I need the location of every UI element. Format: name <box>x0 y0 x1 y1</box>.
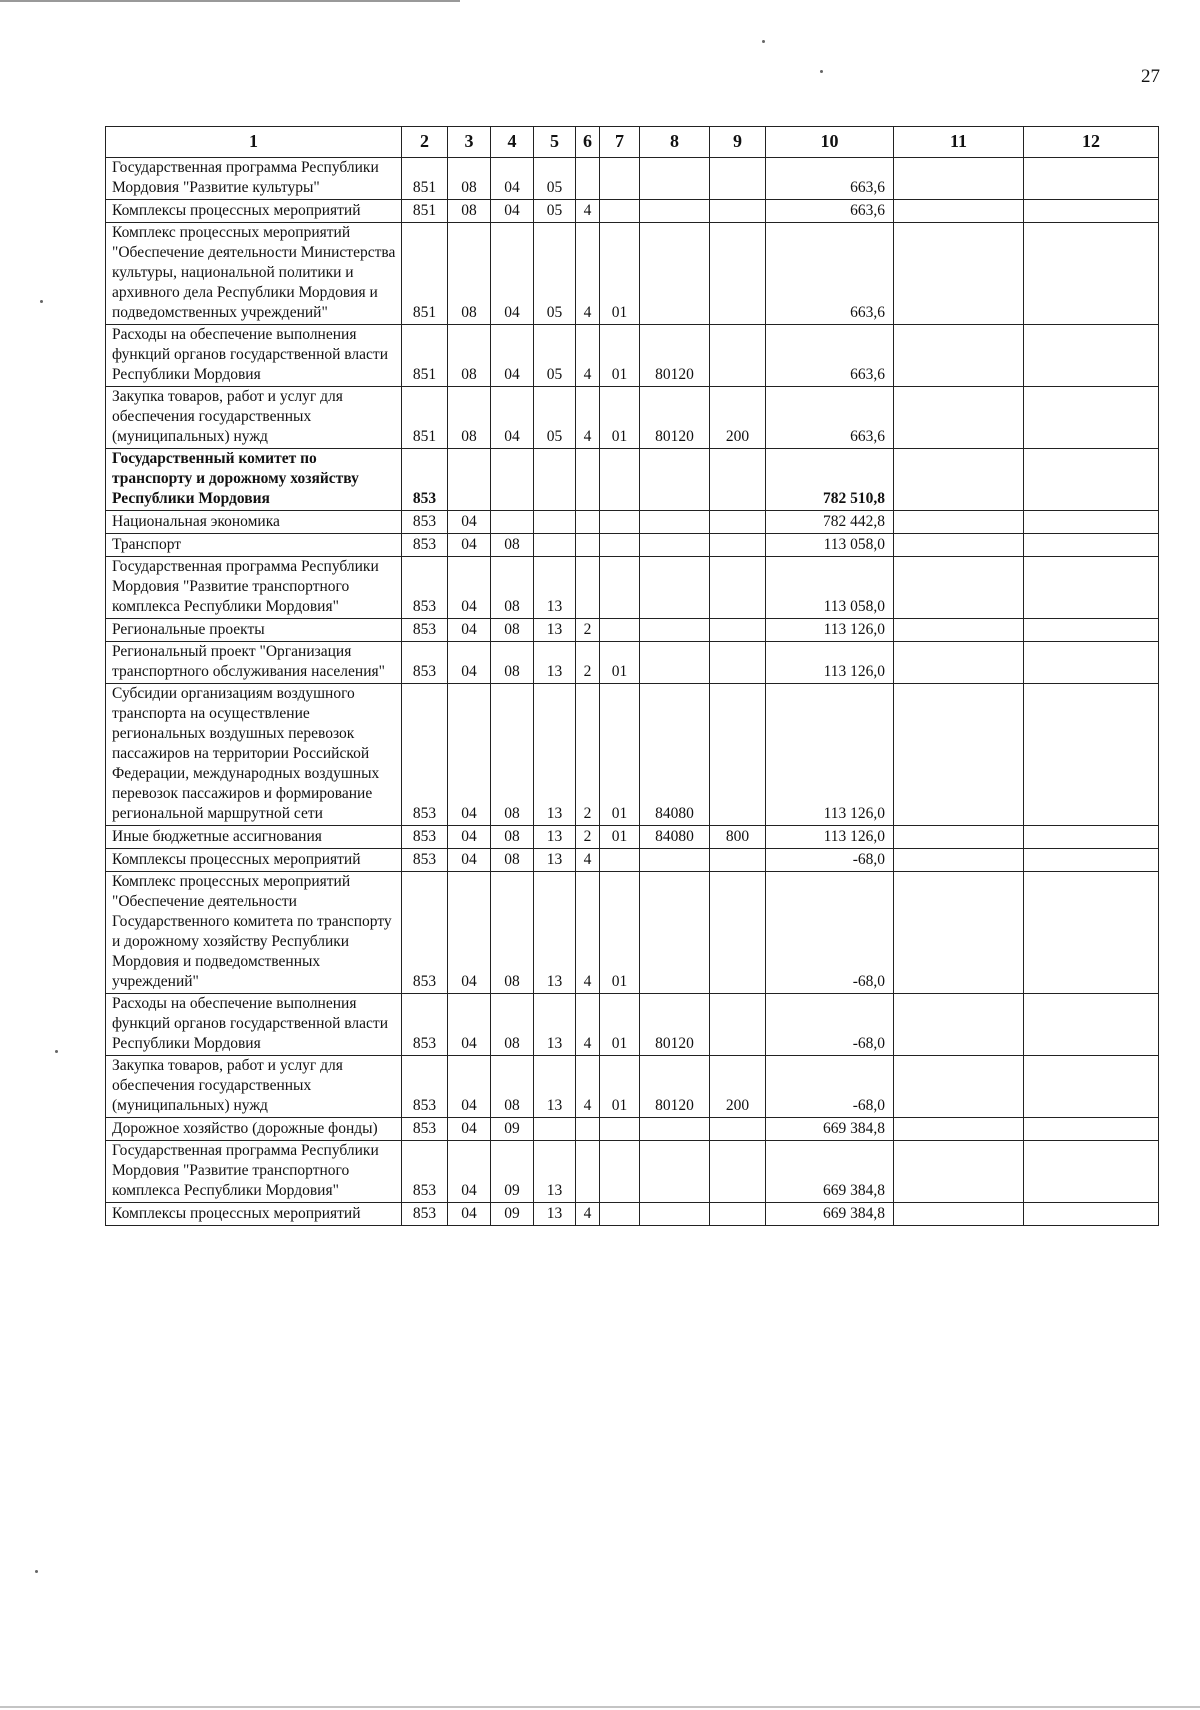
row-name: Транспорт <box>106 534 402 557</box>
col-8-cell <box>640 1118 710 1141</box>
col-7-cell <box>600 557 640 619</box>
col-12-cell <box>1024 449 1159 511</box>
col-12-cell <box>1024 684 1159 826</box>
col-2-cell: 853 <box>402 994 448 1056</box>
amount-cell: 782 442,8 <box>766 511 894 534</box>
col-6-cell <box>576 1118 600 1141</box>
col-7-cell <box>600 1118 640 1141</box>
col-12-cell <box>1024 1203 1159 1226</box>
col-3-cell: 04 <box>448 619 491 642</box>
table-row <box>106 200 1159 223</box>
col-4-cell: 08 <box>491 1056 534 1118</box>
col-9-cell <box>710 449 766 511</box>
col-5-cell: 05 <box>534 325 576 387</box>
col-2-cell: 853 <box>402 872 448 994</box>
col-9-cell: 800 <box>710 826 766 849</box>
column-header-3: 3 <box>448 127 491 158</box>
col-4-cell: 04 <box>491 223 534 325</box>
table-row <box>106 872 1159 994</box>
col-12-cell <box>1024 1056 1159 1118</box>
row-name: Субсидии организациям воздушного транспорта на осуществление региональных воздушных перевозок пассажиров на территории Российской Федерации, международных воздушных перевозок пассажиров и формирование региональной маршрутной сети <box>106 684 402 826</box>
col-8-cell <box>640 534 710 557</box>
col-3-cell: 08 <box>448 200 491 223</box>
row-name: Закупка товаров, работ и услуг для обеспечения государственных (муниципальных) нужд <box>106 1056 402 1118</box>
col-4-cell: 09 <box>491 1141 534 1203</box>
col-4-cell: 04 <box>491 200 534 223</box>
table-row <box>106 619 1159 642</box>
col-12-cell <box>1024 619 1159 642</box>
col-5-cell: 13 <box>534 642 576 684</box>
col-5-cell: 13 <box>534 994 576 1056</box>
col-2-cell: 853 <box>402 1141 448 1203</box>
budget-table <box>105 126 1159 1226</box>
amount-cell: 663,6 <box>766 223 894 325</box>
col-9-cell <box>710 158 766 200</box>
col-4-cell: 08 <box>491 642 534 684</box>
col-7-cell: 01 <box>600 642 640 684</box>
col-9-cell <box>710 1118 766 1141</box>
col-6-cell <box>576 158 600 200</box>
col-11-cell <box>894 642 1024 684</box>
row-name: Государственная программа Республики Мордовия "Развитие культуры" <box>106 158 402 200</box>
col-3-cell: 04 <box>448 534 491 557</box>
column-header-8: 8 <box>640 127 710 158</box>
col-2-cell: 851 <box>402 223 448 325</box>
col-3-cell: 04 <box>448 1056 491 1118</box>
column-header-9: 9 <box>710 127 766 158</box>
col-5-cell <box>534 1118 576 1141</box>
amount-cell: 663,6 <box>766 158 894 200</box>
row-name: Региональные проекты <box>106 619 402 642</box>
col-2-cell: 853 <box>402 557 448 619</box>
col-12-cell <box>1024 200 1159 223</box>
col-4-cell: 09 <box>491 1118 534 1141</box>
col-6-cell <box>576 534 600 557</box>
amount-cell: -68,0 <box>766 872 894 994</box>
col-11-cell <box>894 684 1024 826</box>
table-row <box>106 849 1159 872</box>
col-5-cell: 05 <box>534 200 576 223</box>
table-body <box>106 158 1159 1226</box>
scan-edge-bottom <box>0 1706 1200 1708</box>
column-header-6: 6 <box>576 127 600 158</box>
col-7-cell <box>600 619 640 642</box>
page-number: 27 <box>1141 66 1160 87</box>
col-9-cell <box>710 325 766 387</box>
col-7-cell <box>600 534 640 557</box>
col-7-cell: 01 <box>600 994 640 1056</box>
table-row <box>106 449 1159 511</box>
col-4-cell: 04 <box>491 325 534 387</box>
col-3-cell <box>448 449 491 511</box>
col-8-cell <box>640 1141 710 1203</box>
col-7-cell: 01 <box>600 325 640 387</box>
col-2-cell: 853 <box>402 534 448 557</box>
row-name: Региональный проект "Организация транспортного обслуживания населения" <box>106 642 402 684</box>
col-3-cell: 04 <box>448 994 491 1056</box>
row-name: Комплекс процессных мероприятий "Обеспечение деятельности Государственного комитета по транспорту и дорожному хозяйству Республики Мордовия и подведомственных учреждений" <box>106 872 402 994</box>
col-7-cell: 01 <box>600 1056 640 1118</box>
col-4-cell: 08 <box>491 619 534 642</box>
col-4-cell: 08 <box>491 872 534 994</box>
col-6-cell <box>576 511 600 534</box>
col-2-cell: 853 <box>402 849 448 872</box>
col-12-cell <box>1024 511 1159 534</box>
column-header-2: 2 <box>402 127 448 158</box>
col-5-cell: 05 <box>534 223 576 325</box>
table-row <box>106 223 1159 325</box>
col-2-cell: 853 <box>402 1056 448 1118</box>
col-9-cell <box>710 872 766 994</box>
table-row <box>106 325 1159 387</box>
amount-cell: -68,0 <box>766 994 894 1056</box>
col-5-cell <box>534 449 576 511</box>
scan-speck <box>820 70 823 73</box>
amount-cell: 663,6 <box>766 325 894 387</box>
col-12-cell <box>1024 325 1159 387</box>
header-row <box>106 127 1159 158</box>
col-3-cell: 08 <box>448 223 491 325</box>
col-11-cell <box>894 534 1024 557</box>
col-12-cell <box>1024 557 1159 619</box>
col-2-cell: 853 <box>402 619 448 642</box>
col-8-cell: 80120 <box>640 325 710 387</box>
col-9-cell <box>710 642 766 684</box>
col-5-cell: 13 <box>534 619 576 642</box>
amount-cell: 113 126,0 <box>766 642 894 684</box>
col-3-cell: 04 <box>448 1118 491 1141</box>
col-12-cell <box>1024 534 1159 557</box>
col-5-cell: 13 <box>534 684 576 826</box>
col-8-cell: 80120 <box>640 1056 710 1118</box>
scan-speck <box>762 40 765 43</box>
col-8-cell: 80120 <box>640 994 710 1056</box>
col-11-cell <box>894 200 1024 223</box>
col-8-cell <box>640 223 710 325</box>
col-7-cell: 01 <box>600 872 640 994</box>
column-header-10: 10 <box>766 127 894 158</box>
col-11-cell <box>894 1118 1024 1141</box>
column-header-12: 12 <box>1024 127 1159 158</box>
col-5-cell <box>534 511 576 534</box>
amount-cell: -68,0 <box>766 1056 894 1118</box>
col-12-cell <box>1024 994 1159 1056</box>
col-11-cell <box>894 158 1024 200</box>
row-name: Закупка товаров, работ и услуг для обеспечения государственных (муниципальных) нужд <box>106 387 402 449</box>
col-9-cell <box>710 557 766 619</box>
scan-speck <box>55 1050 58 1053</box>
col-2-cell: 851 <box>402 158 448 200</box>
col-11-cell <box>894 994 1024 1056</box>
col-8-cell <box>640 449 710 511</box>
col-3-cell: 04 <box>448 557 491 619</box>
col-5-cell: 13 <box>534 826 576 849</box>
col-2-cell: 851 <box>402 387 448 449</box>
col-6-cell: 4 <box>576 1203 600 1226</box>
col-3-cell: 04 <box>448 826 491 849</box>
col-4-cell: 08 <box>491 849 534 872</box>
amount-cell: 669 384,8 <box>766 1118 894 1141</box>
amount-cell: 113 058,0 <box>766 534 894 557</box>
table-row <box>106 1056 1159 1118</box>
row-name: Национальная экономика <box>106 511 402 534</box>
col-6-cell: 4 <box>576 387 600 449</box>
col-6-cell: 2 <box>576 642 600 684</box>
col-9-cell <box>710 223 766 325</box>
table-row <box>106 158 1159 200</box>
col-9-cell <box>710 849 766 872</box>
col-11-cell <box>894 1056 1024 1118</box>
col-8-cell <box>640 158 710 200</box>
col-3-cell: 04 <box>448 511 491 534</box>
col-2-cell: 853 <box>402 1203 448 1226</box>
scan-edge-top <box>0 0 460 2</box>
col-2-cell: 851 <box>402 325 448 387</box>
col-7-cell: 01 <box>600 826 640 849</box>
col-5-cell: 13 <box>534 1203 576 1226</box>
amount-cell: 669 384,8 <box>766 1141 894 1203</box>
col-7-cell <box>600 511 640 534</box>
col-6-cell: 2 <box>576 619 600 642</box>
amount-cell: 113 126,0 <box>766 826 894 849</box>
col-8-cell <box>640 511 710 534</box>
table-row <box>106 1203 1159 1226</box>
col-12-cell <box>1024 1141 1159 1203</box>
col-11-cell <box>894 557 1024 619</box>
col-2-cell: 853 <box>402 511 448 534</box>
amount-cell: 782 510,8 <box>766 449 894 511</box>
col-6-cell: 4 <box>576 849 600 872</box>
col-4-cell: 04 <box>491 158 534 200</box>
row-name: Расходы на обеспечение выполнения функций органов государственной власти Республики Мордовия <box>106 994 402 1056</box>
col-9-cell: 200 <box>710 1056 766 1118</box>
col-12-cell <box>1024 872 1159 994</box>
amount-cell: 663,6 <box>766 387 894 449</box>
row-name: Расходы на обеспечение выполнения функций органов государственной власти Республики Мордовия <box>106 325 402 387</box>
table-row <box>106 642 1159 684</box>
row-name: Комплекс процессных мероприятий "Обеспечение деятельности Министерства культуры, национальной политики и архивного дела Республики Мордовия и подведомственных учреждений" <box>106 223 402 325</box>
table-row <box>106 1141 1159 1203</box>
amount-cell: -68,0 <box>766 849 894 872</box>
col-8-cell: 84080 <box>640 826 710 849</box>
col-9-cell <box>710 619 766 642</box>
col-4-cell <box>491 449 534 511</box>
col-11-cell <box>894 223 1024 325</box>
col-12-cell <box>1024 387 1159 449</box>
column-header-1: 1 <box>106 127 402 158</box>
col-12-cell <box>1024 1118 1159 1141</box>
col-11-cell <box>894 1141 1024 1203</box>
col-11-cell <box>894 387 1024 449</box>
col-5-cell: 13 <box>534 557 576 619</box>
col-5-cell: 13 <box>534 872 576 994</box>
col-9-cell: 200 <box>710 387 766 449</box>
col-6-cell <box>576 1141 600 1203</box>
col-6-cell: 4 <box>576 325 600 387</box>
amount-cell: 669 384,8 <box>766 1203 894 1226</box>
col-6-cell <box>576 449 600 511</box>
col-7-cell <box>600 1203 640 1226</box>
col-7-cell <box>600 158 640 200</box>
col-9-cell <box>710 1203 766 1226</box>
col-9-cell <box>710 1141 766 1203</box>
col-6-cell: 2 <box>576 684 600 826</box>
scan-speck <box>40 300 43 303</box>
amount-cell: 113 126,0 <box>766 619 894 642</box>
column-header-5: 5 <box>534 127 576 158</box>
row-name: Дорожное хозяйство (дорожные фонды) <box>106 1118 402 1141</box>
table-row <box>106 511 1159 534</box>
col-8-cell <box>640 1203 710 1226</box>
col-3-cell: 08 <box>448 325 491 387</box>
col-5-cell: 13 <box>534 849 576 872</box>
col-12-cell <box>1024 223 1159 325</box>
col-4-cell <box>491 511 534 534</box>
column-header-4: 4 <box>491 127 534 158</box>
col-5-cell: 13 <box>534 1141 576 1203</box>
col-5-cell: 05 <box>534 158 576 200</box>
col-6-cell: 4 <box>576 223 600 325</box>
col-8-cell: 80120 <box>640 387 710 449</box>
col-8-cell: 84080 <box>640 684 710 826</box>
row-name: Государственный комитет по транспорту и дорожному хозяйству Республики Мордовия <box>106 449 402 511</box>
col-8-cell <box>640 557 710 619</box>
col-4-cell: 09 <box>491 1203 534 1226</box>
col-3-cell: 08 <box>448 158 491 200</box>
col-8-cell <box>640 849 710 872</box>
row-name: Комплексы процессных мероприятий <box>106 849 402 872</box>
col-4-cell: 04 <box>491 387 534 449</box>
col-11-cell <box>894 826 1024 849</box>
row-name: Государственная программа Республики Мордовия "Развитие транспортного комплекса Республики Мордовия" <box>106 557 402 619</box>
col-5-cell: 05 <box>534 387 576 449</box>
col-2-cell: 851 <box>402 200 448 223</box>
col-6-cell <box>576 557 600 619</box>
col-7-cell <box>600 200 640 223</box>
col-2-cell: 853 <box>402 642 448 684</box>
col-11-cell <box>894 849 1024 872</box>
row-name: Государственная программа Республики Мордовия "Развитие транспортного комплекса Республики Мордовия" <box>106 1141 402 1203</box>
table-row <box>106 534 1159 557</box>
col-3-cell: 04 <box>448 642 491 684</box>
col-12-cell <box>1024 849 1159 872</box>
col-7-cell <box>600 1141 640 1203</box>
amount-cell: 663,6 <box>766 200 894 223</box>
column-header-11: 11 <box>894 127 1024 158</box>
col-7-cell <box>600 849 640 872</box>
col-9-cell <box>710 511 766 534</box>
amount-cell: 113 058,0 <box>766 557 894 619</box>
col-2-cell: 853 <box>402 684 448 826</box>
col-11-cell <box>894 325 1024 387</box>
col-3-cell: 04 <box>448 684 491 826</box>
col-6-cell: 4 <box>576 872 600 994</box>
table-row <box>106 684 1159 826</box>
row-name: Иные бюджетные ассигнования <box>106 826 402 849</box>
table-row <box>106 1118 1159 1141</box>
col-11-cell <box>894 511 1024 534</box>
amount-cell: 113 126,0 <box>766 684 894 826</box>
column-header-7: 7 <box>600 127 640 158</box>
col-9-cell <box>710 200 766 223</box>
col-3-cell: 04 <box>448 1141 491 1203</box>
col-8-cell <box>640 200 710 223</box>
col-11-cell <box>894 1203 1024 1226</box>
table-row <box>106 994 1159 1056</box>
col-2-cell: 853 <box>402 1118 448 1141</box>
col-7-cell: 01 <box>600 223 640 325</box>
col-9-cell <box>710 684 766 826</box>
col-4-cell: 08 <box>491 557 534 619</box>
col-5-cell <box>534 534 576 557</box>
col-2-cell: 853 <box>402 449 448 511</box>
col-6-cell: 4 <box>576 200 600 223</box>
col-7-cell: 01 <box>600 684 640 826</box>
table-row <box>106 826 1159 849</box>
col-3-cell: 08 <box>448 387 491 449</box>
col-4-cell: 08 <box>491 534 534 557</box>
col-3-cell: 04 <box>448 872 491 994</box>
col-6-cell: 4 <box>576 1056 600 1118</box>
col-12-cell <box>1024 826 1159 849</box>
col-4-cell: 08 <box>491 684 534 826</box>
col-7-cell: 01 <box>600 387 640 449</box>
col-2-cell: 853 <box>402 826 448 849</box>
row-name: Комплексы процессных мероприятий <box>106 1203 402 1226</box>
col-11-cell <box>894 619 1024 642</box>
col-12-cell <box>1024 158 1159 200</box>
col-6-cell: 2 <box>576 826 600 849</box>
col-5-cell: 13 <box>534 1056 576 1118</box>
table-header <box>106 127 1159 158</box>
col-8-cell <box>640 642 710 684</box>
col-8-cell <box>640 619 710 642</box>
col-8-cell <box>640 872 710 994</box>
col-7-cell <box>600 449 640 511</box>
col-9-cell <box>710 994 766 1056</box>
row-name: Комплексы процессных мероприятий <box>106 200 402 223</box>
col-11-cell <box>894 449 1024 511</box>
col-4-cell: 08 <box>491 826 534 849</box>
col-11-cell <box>894 872 1024 994</box>
col-3-cell: 04 <box>448 849 491 872</box>
col-4-cell: 08 <box>491 994 534 1056</box>
table-row <box>106 557 1159 619</box>
scan-speck <box>35 1570 38 1573</box>
col-3-cell: 04 <box>448 1203 491 1226</box>
col-6-cell: 4 <box>576 994 600 1056</box>
col-12-cell <box>1024 642 1159 684</box>
col-9-cell <box>710 534 766 557</box>
table-row <box>106 387 1159 449</box>
